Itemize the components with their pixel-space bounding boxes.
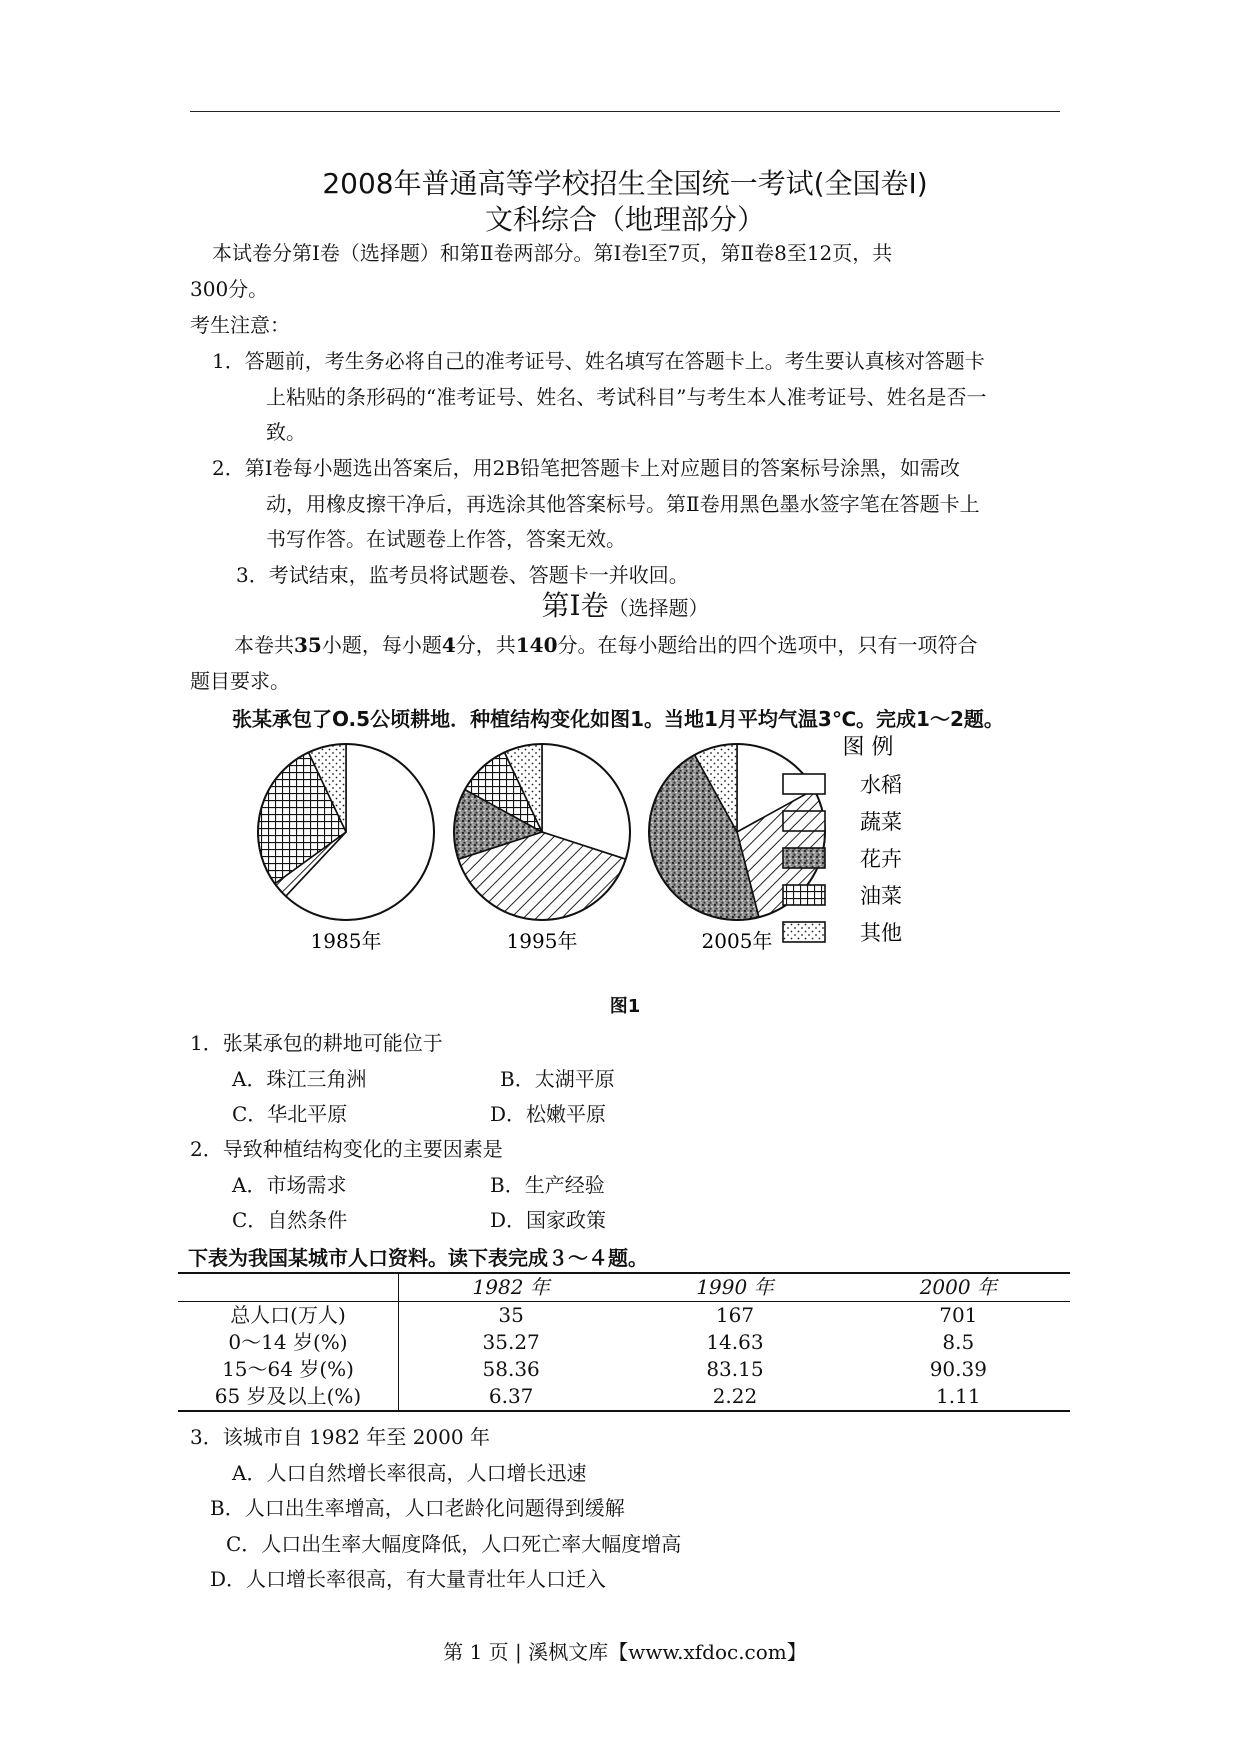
table-row — [178, 1329, 1070, 1356]
table-cell: 58.36 — [482, 1357, 540, 1381]
legend-label-rape: 油菜 — [860, 884, 902, 908]
intro-line-1: 本试卷分第Ⅰ卷（选择题）和第Ⅱ卷两部分。第Ⅰ卷l至7页，第Ⅱ卷8至12页，共 — [212, 241, 893, 265]
q2-option-a[interactable]: A．市场需求 — [232, 1173, 347, 1197]
intro-line-2: 300分。 — [190, 277, 269, 301]
table-cell: 35.27 — [482, 1330, 540, 1354]
q2-option-b[interactable]: B．生产经验 — [490, 1173, 605, 1197]
exam-title: 2008年普通高等学校招生全国统一考试(全国卷Ⅰ) — [322, 167, 928, 200]
table-header-1982: 1982 年 — [472, 1275, 550, 1299]
notice-heading: 考生注意： — [190, 313, 290, 337]
table-cell: 167 — [715, 1303, 755, 1327]
note-2-line-3: 书写作答。在试题卷上作答，答案无效。 — [266, 527, 626, 551]
legend-swatch-rice — [783, 774, 825, 794]
legend-label-rice: 水稻 — [860, 773, 902, 797]
row-label: 总人口(万人) — [178, 1302, 399, 1330]
q3-option-b[interactable]: B．人口出生率增高，人口老龄化问题得到缓解 — [210, 1496, 625, 1520]
legend-label-other: 其他 — [860, 921, 902, 945]
row-label: 65 岁及以上(%) — [178, 1383, 399, 1411]
section-desc-text: 分，共 — [455, 633, 516, 657]
table-intro: 下表为我国某城市人口资料。读下表完成３～４题。 — [188, 1246, 648, 1270]
q1-option-b[interactable]: B．太湖平原 — [500, 1067, 615, 1091]
q3-option-c[interactable]: C．人口出生率大幅度降低，人口死亡率大幅度增高 — [226, 1532, 682, 1556]
points-each: 4 — [441, 633, 456, 657]
table-cell: 14.63 — [706, 1330, 764, 1354]
table-cell: 90.39 — [929, 1357, 987, 1381]
question-count: 35 — [294, 633, 322, 657]
table-row — [178, 1302, 1070, 1330]
figure-intro: 张某承包了O.5公顷耕地．种植结构变化如图1。当地1月平均气温3℃。完成1～2题。 — [232, 707, 1004, 731]
q3-option-d[interactable]: D．人口增长率很高，有大量青壮年人口迁入 — [210, 1567, 607, 1591]
note-3: 3．考试结束，监考员将试题卷、答题卡一并收回。 — [236, 563, 689, 587]
table-header-2000: 2000 年 — [919, 1275, 997, 1299]
q1-stem: 1．张某承包的耕地可能位于 — [190, 1031, 443, 1055]
table-header-row — [178, 1273, 1070, 1302]
legend-swatch-other — [783, 922, 825, 942]
pies-layer — [258, 744, 825, 953]
pie-year-label: 2005年 — [701, 929, 773, 953]
q1-option-c[interactable]: C．华北平原 — [232, 1102, 348, 1126]
section-desc-text: 小题，每小题 — [321, 633, 442, 657]
table-cell: 8.5 — [942, 1330, 975, 1354]
q2-stem: 2．导致种植结构变化的主要因素是 — [190, 1137, 503, 1161]
table-cell: 1.11 — [936, 1384, 981, 1408]
q1-option-a[interactable]: A．珠江三角洲 — [232, 1067, 367, 1091]
section-desc-text: 本卷共 — [234, 633, 294, 657]
figure-caption: 图1 — [609, 996, 641, 1017]
pie-chart-figure — [240, 730, 1000, 960]
table-cell: 83.15 — [706, 1357, 764, 1381]
table-row — [178, 1356, 1070, 1383]
pie-year-label: 1995年 — [506, 929, 578, 953]
q2-option-c[interactable]: C．自然条件 — [232, 1208, 348, 1232]
q3-stem: 3．该城市自 1982 年至 2000 年 — [190, 1425, 490, 1449]
exam-subtitle: 文科综合（地理部分） — [484, 203, 765, 236]
section-heading — [190, 584, 1060, 624]
note-2-line-2: 动，用橡皮擦干净后，再选涂其他答案标号。第Ⅱ卷用黑色墨水签字笔在答题卡上 — [266, 492, 980, 516]
points-total: 140 — [515, 633, 558, 657]
legend-swatch-flower — [783, 848, 825, 868]
table-cell: 35 — [498, 1303, 524, 1327]
note-2-line-1: 2．第Ⅰ卷每小题选出答案后，用2B铅笔把答题卡上对应题目的答案标号涂黑，如需改 — [212, 456, 961, 480]
legend-title: 图 例 — [842, 735, 894, 760]
page-footer: 第 1 页 | 溪枫文库【www.xfdoc.com】 — [443, 1640, 807, 1664]
table-cell: 701 — [939, 1303, 978, 1327]
table-row — [178, 1383, 1070, 1411]
section-desc — [234, 628, 978, 663]
q3-option-a[interactable]: A．人口自然增长率很高，人口增长迅速 — [232, 1461, 587, 1485]
table-header-cell — [178, 1273, 399, 1302]
q1-option-d[interactable]: D．松嫩平原 — [490, 1102, 607, 1126]
legend-swatch-veg — [783, 811, 825, 831]
section-subtitle: （选择题） — [608, 596, 709, 620]
table-header-1990: 1990 年 — [696, 1275, 774, 1299]
pie-year-label: 1985年 — [310, 929, 382, 953]
section-title: 第Ⅰ卷 — [541, 589, 609, 622]
population-table — [178, 1272, 1070, 1412]
legend-label-flower: 花卉 — [860, 847, 902, 871]
section-desc-text: 分。在每小题给出的四个选项中，只有一项符合 — [557, 633, 978, 657]
legend-swatch-rape — [783, 885, 825, 905]
legend-label-veg: 蔬菜 — [860, 810, 902, 834]
top-rule — [190, 111, 1060, 112]
note-1-line-1: 1．答题前，考生务必将自己的准考证号、姓名填写在答题卡上。考生要认真核对答题卡 — [212, 349, 985, 373]
table-cell: 2.22 — [712, 1384, 758, 1408]
row-label: 15～64 岁(%) — [178, 1356, 399, 1383]
section-desc-line-2: 题目要求。 — [190, 669, 290, 693]
note-1-line-3: 致。 — [266, 420, 306, 444]
note-1-line-2: 上粘贴的条形码的“准考证号、姓名、考试科目”与考生本人准考证号、姓名是否一 — [266, 385, 987, 409]
row-label: 0～14 岁(%) — [178, 1329, 399, 1356]
table-cell: 6.37 — [488, 1384, 534, 1408]
q2-option-d[interactable]: D．国家政策 — [490, 1208, 607, 1232]
